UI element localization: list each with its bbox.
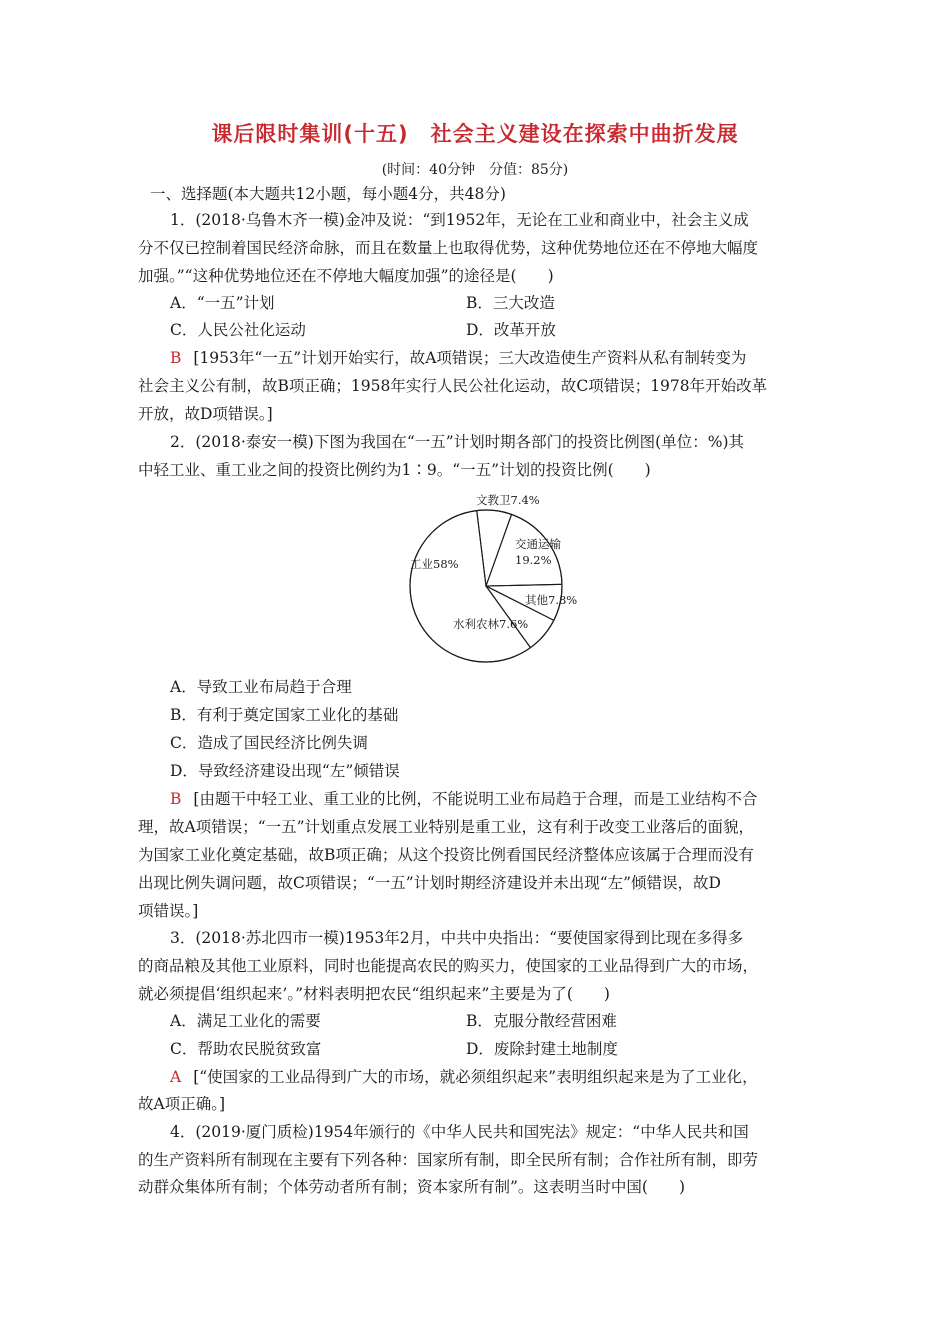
q4-stem-line: 的生产资料所有制现在主要有下列各种：国家所有制，即全民所有制；合作社所有制，即劳 <box>138 1151 759 1169</box>
q1-option-c: C．人民公社化运动 <box>170 321 306 339</box>
q1-stem-line: 加强。”“这种优势地位还在不停地大幅度加强”的途径是( ) <box>138 267 554 285</box>
q3-option-d: D．废除封建土地制度 <box>466 1040 618 1058</box>
q2-explanation-line: 理，故A项错误；“一五”计划重点发展工业特别是重工业，这有利于改变工业落后的面貌， <box>138 818 755 836</box>
q3-explanation-line <box>170 1067 758 1087</box>
q3-option-a: A．满足工业化的需要 <box>170 1012 321 1030</box>
q1-option-d: D．改革开放 <box>466 321 556 339</box>
q1-option-b: B．三大改造 <box>466 294 555 312</box>
q2-explanation-line: 为国家工业化奠定基础，故B项正确；从这个投资比例看国民经济整体应该属于合理而没有 <box>138 846 754 864</box>
pie-slices <box>410 510 562 662</box>
slice-label-qita: 其他7.8% <box>525 593 578 607</box>
q2-answer: B <box>170 790 182 808</box>
q3-answer: A <box>170 1068 182 1086</box>
q3-stem-line: 3．(2018·苏北四市一模)1953年2月，中共中央指出：“要使国家得到比现在多得多 <box>170 929 744 947</box>
q2-option-a: A．导致工业布局趋于合理 <box>170 678 352 696</box>
q2-stem-line: 中轻工业、重工业之间的投资比例约为1∶9。“一五”计划的投资比例( ) <box>138 461 651 479</box>
q1-option-a: A．“一五”计划 <box>170 294 275 312</box>
slice-label-shuili: 水利农林7.6% <box>453 617 529 631</box>
slice-label-jiaotong: 交通运输 <box>515 537 561 551</box>
q2-option-c: C．造成了国民经济比例失调 <box>170 734 368 752</box>
slice-label-gongye: 工业58% <box>410 557 459 571</box>
q3-explanation-text: [“使国家的工业品得到广大的市场，就必须组织起来”表明组织起来是为了工业化， <box>193 1068 758 1086</box>
slice-label-jiaotong-value: 19.2% <box>515 553 552 567</box>
q1-explanation-text: [1953年“一五”计划开始实行，故A项错误；三大改造使生产资料从私有制转变为 <box>193 349 747 367</box>
q1-explanation-line <box>170 348 746 368</box>
q3-stem-line: 的商品粮及其他工业原料，同时也能提高农民的购买力，使国家的工业品得到广大的市场， <box>138 957 759 975</box>
q3-option-c: C．帮助农民脱贫致富 <box>170 1040 322 1058</box>
q4-stem-line: 动群众集体所有制；个体劳动者所有制；资本家所有制”。这表明当时中国( ) <box>138 1178 686 1196</box>
q2-explanation-line <box>170 789 757 809</box>
section-heading: 一、选择题(本大题共12小题，每小题4分，共48分) <box>150 185 506 203</box>
q2-option-d: D．导致经济建设出现“左”倾错误 <box>170 762 400 780</box>
q2-option-b: B．有利于奠定国家工业化的基础 <box>170 706 399 724</box>
q1-stem-line: 分不仅已控制着国民经济命脉，而且在数量上也取得优势，这种优势地位还在不停地大幅度 <box>138 239 759 257</box>
q1-answer: B <box>170 349 182 367</box>
q3-option-b: B．克服分散经营困难 <box>466 1012 617 1030</box>
q1-explanation-line: 开放，故D项错误。] <box>138 405 273 423</box>
q1-stem-line: 1．(2018·乌鲁木齐一模)金冲及说：“到1952年，无论在工业和商业中，社会主义成 <box>170 211 749 229</box>
q2-stem-line: 2．(2018·泰安一模)下图为我国在“一五”计划时期各部门的投资比例图(单位：%)其 <box>170 433 745 451</box>
q3-stem-line: 就必须提倡‘组织起来’。”材料表明把农民“组织起来”主要是为了( ) <box>138 985 610 1003</box>
slice-label-wenjiaowei: 文教卫7.4% <box>476 493 540 507</box>
q1-explanation-line: 社会主义公有制，故B项正确；1958年实行人民公社化运动，故C项错误；1978年开始改革 <box>138 377 768 395</box>
page-title: 课后限时集训(十五) 社会主义建设在探索中曲折发展 <box>211 122 739 146</box>
q2-explanation-text: [由题干中轻工业、重工业的比例，不能说明工业布局趋于合理，而是工业结构不合 <box>193 790 758 808</box>
q3-explanation-line: 故A项正确。] <box>138 1095 225 1113</box>
investment-pie-chart <box>400 488 610 668</box>
q2-explanation-line: 项错误。] <box>138 902 199 920</box>
time-and-score: (时间：40分钟 分值：85分) <box>381 162 569 178</box>
q2-explanation-line: 出现比例失调问题，故C项错误；“一五”计划时期经济建设并未出现“左”倾错误，故D <box>138 874 721 892</box>
q4-stem-line: 4．(2019·厦门质检)1954年颁行的《中华人民共和国宪法》规定：“中华人民共和国 <box>170 1123 749 1141</box>
